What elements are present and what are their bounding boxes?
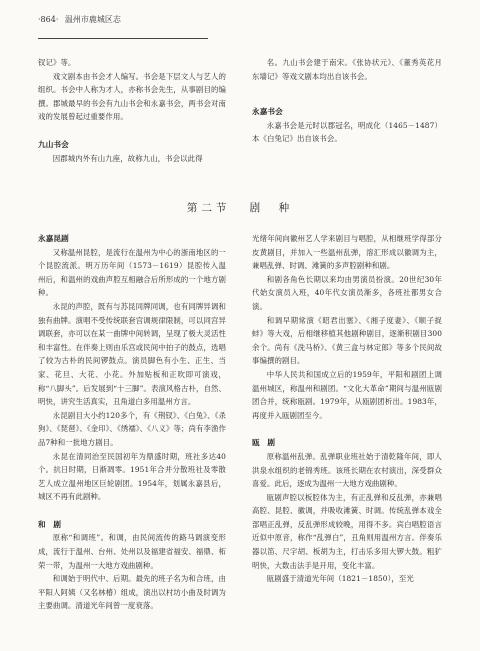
subheading-yongjia-shuhui: 永嘉书会 [252,107,283,117]
paragraph: 原称温州乱弹。乱弹职业班社始于清乾隆年间，即人洪泉水组织的老锦秀班。该班长期在农村演出，深受群众喜爱。此后，逐成为温州一大地方戏曲剧种。 [252,451,442,489]
right-column [252,232,442,586]
paragraph: 永昆在清同治至民国初年为鼎盛时期，班社多达40个。抗日时期，日渐凋零。1951年合并分散班社及零散艺人成立温州地区巨轮剧团。1954年，划属永嘉县后，城区不再有此剧种。 [38,451,226,502]
paragraph: 又称温州昆腔，是流行在温州为中心的浙南地区的一个昆腔流派。明万历年间（1573－1619）昆腔传入温州后，和温州的戏曲声腔互相融合后所形成的一个地方剧种。 [38,247,226,298]
subheading-yongkun: 永嘉昆剧 [38,234,69,243]
paragraph: 和剧各角色长期以来均由男演员扮演。20世纪30年代始女演员入班，40年代女演员渐多，各班社都男女合演。 [252,274,442,311]
paragraph: 名。九山书会建于南宋。《张协状元》、《董秀英花月东墙记》等戏文剧本均出自该书会。 [252,58,442,81]
paragraph: 钗记》等。 [38,58,76,67]
paragraph: 瓯剧盛于清道光年间（1821－1850），至光 [266,574,414,584]
header-rule [38,38,208,39]
paragraph: 戏文剧本由书会才人编写。书会是下层文人与艺人的组织。书会中人称为才人，亦称书会先生，从事剧目的编撰。郡城最早的书会有九山书会和永嘉书会，两书会对南戏的发展曾起过重要作用。 [38,71,226,122]
subheading-ouju: 瓯 剧 [252,438,276,448]
paragraph: 因郡城内外有山九座，故称九山，书会以此得 [52,153,203,163]
paragraph: 中华人民共和国成立后的1959年，平阳和剧团上调温州城区，称温州和剧团。“文化大革命”期间与温州瓯剧团合并，统称瓯剧。1979年，从瓯剧团析出。1983年，再度并入瓯剧团至今。 [252,369,442,420]
paragraph: 永嘉书会是元时以郡冠名，明成化（1465－1487）本《白兔记》出自该书会。 [252,120,442,144]
section-name: 剧 种 [249,202,294,214]
subheading-heju: 和 剧 [38,519,62,529]
section-title [0,200,480,215]
paragraph: 永昆剧目大小约120多个，有《荆钗》、《白兔》、《杀狗》、《琵琶》、《金印》、《绣襦》、《八义》等；尚有李渔作品7种和一批地方剧目。 [38,410,226,447]
left-column [38,232,226,613]
top-right-column [252,56,442,146]
section-label: 第二节 [186,202,231,214]
paragraph: 瓯剧声腔以板腔体为主，有正乱弹和反乱弹，亦兼唱高腔、昆腔、徽调，并吸收滩簧、时调。传统乱弹本戏全部唱正乱弹，反乱弹形成较晚，用得不多。宾白唱腔语言近似中原音，称作“乱弹白”，丑角则用温州方言。伴奏乐器以笛、尺字胡、板胡为主，打击乐多用大锣大鼓。粗犷明快，大数击法手是开用，变化丰富。 [252,492,442,570]
paragraph: 光绪年间向徽州艺人学来剧目与唱腔，从相继班学得部分皮黄剧目，并加入一些温州乱弹，溶汇形成以徽调为主，兼唱乱弹、时调、滩簧的多声腔剧种和剧。 [252,234,442,271]
book-title: 温州市鹿城区志 [64,15,121,24]
subheading-jiushan: 九山书会 [38,139,69,149]
paragraph: 和调始于明代中、后期。最先的班子名为和合班，由平阳人阿姨（又名林椿）组成，演出以村坊小曲及时调为主要曲调。清道光年间曾一度衰落。 [38,574,226,611]
page-number: ·864· [38,15,59,24]
top-left-column [38,56,226,165]
paragraph: 原称“和调班”。和调，由民间流传的路马调演变形成，流行于温州、台州、处州以及福建省福安、福鼎、柘荣一带，为温州一大地方戏曲剧种。 [38,533,226,570]
paragraph: 永昆的声腔，既有与苏昆同牌同调，也有同牌异调和独有曲牌。演唱不受传统联套宫调规律限制，可以同宫异调联套，亦可以在某一曲牌中间转调，呈现了极大灵活性和丰富性。在伴奏上则由乐宫或民间中拍子的鼓点，选唱了较为古朴的民间锣鼓点。演员脚色有小生、正生、当家、花旦、大花、小花。外加贴板和正吹即可演戏，称“八脚头”。后发展到“十三脚”。表演风格古朴，自然、明快，讲究生活真实，丑角道白多用温州方言。 [38,301,226,407]
page-header [38,14,121,25]
paragraph: 和调早期常演《昭君出塞》、《湘子度妻》、《顺子捉蚌》等大戏，后相继移植其他剧种剧目，逐渐积剧目300余个。尚有《洗马桥》、《黄三盒与林定郎》等多个民间故事编撰的剧目。 [252,315,442,366]
